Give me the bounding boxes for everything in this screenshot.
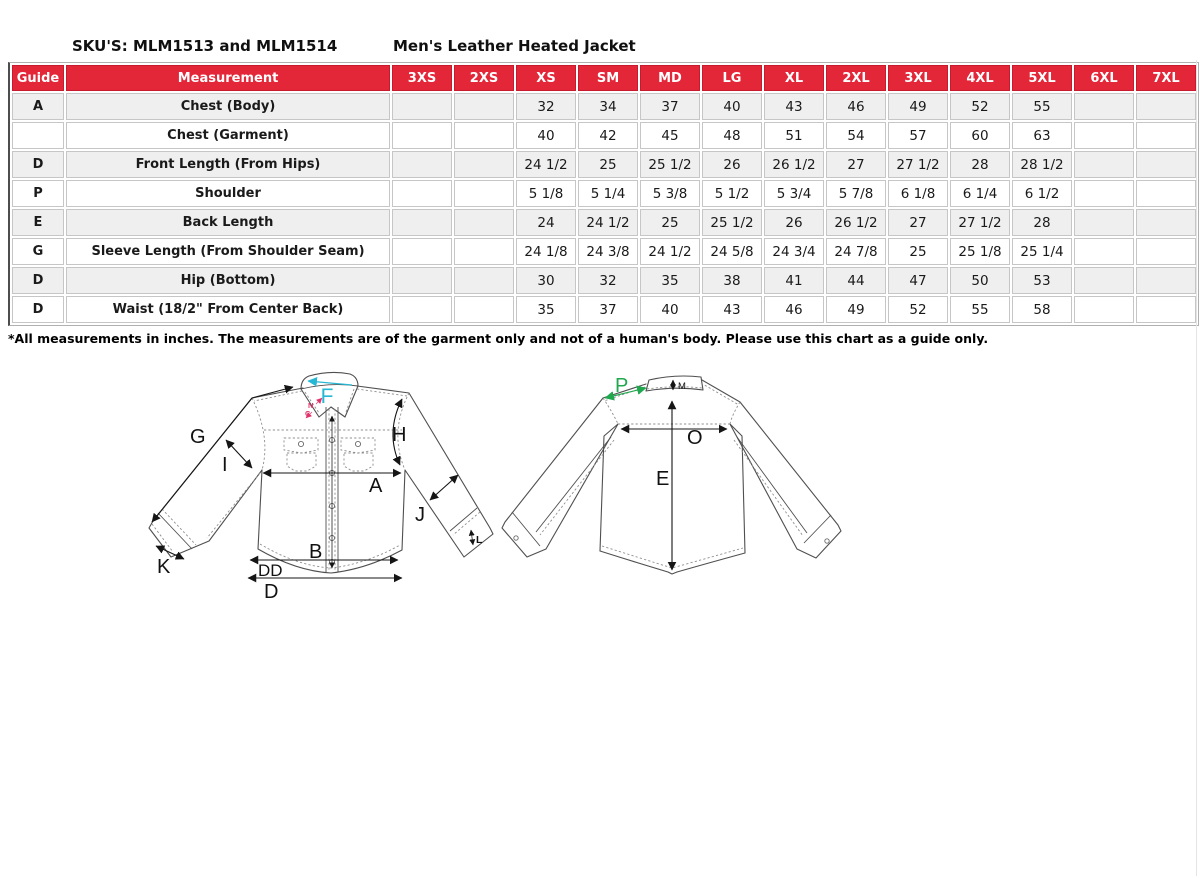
measure-arrow-i bbox=[226, 440, 252, 468]
back-labels bbox=[615, 375, 703, 490]
table-row bbox=[12, 267, 1196, 294]
size-value-cell: 55 bbox=[1012, 93, 1072, 120]
size-value-cell: 26 bbox=[764, 209, 824, 236]
size-value-cell: 28 bbox=[950, 151, 1010, 178]
product-title: Men's Leather Heated Jacket bbox=[393, 37, 636, 55]
size-value-cell bbox=[454, 180, 514, 207]
size-value-cell: 40 bbox=[640, 296, 700, 323]
size-value-cell: 47 bbox=[888, 267, 948, 294]
column-header-xl: XL bbox=[764, 65, 824, 91]
size-value-cell: 24 7/8 bbox=[826, 238, 886, 265]
size-value-cell bbox=[392, 296, 452, 323]
front-label-n: N bbox=[308, 401, 314, 410]
size-value-cell bbox=[1074, 93, 1134, 120]
size-value-cell: 25 1/2 bbox=[702, 209, 762, 236]
size-value-cell: 35 bbox=[640, 267, 700, 294]
size-value-cell: 32 bbox=[516, 93, 576, 120]
back-label-e: E bbox=[656, 468, 670, 490]
measurement-cell: Waist (18/2" From Center Back) bbox=[66, 296, 390, 323]
size-value-cell: 24 1/2 bbox=[578, 209, 638, 236]
column-header-4xl: 4XL bbox=[950, 65, 1010, 91]
size-value-cell: 43 bbox=[764, 93, 824, 120]
size-value-cell: 41 bbox=[764, 267, 824, 294]
size-value-cell bbox=[1136, 267, 1196, 294]
table-row bbox=[12, 209, 1196, 236]
measurement-cell: Sleeve Length (From Shoulder Seam) bbox=[66, 238, 390, 265]
front-label-a: A bbox=[369, 475, 383, 497]
size-value-cell: 25 bbox=[888, 238, 948, 265]
size-value-cell: 57 bbox=[888, 122, 948, 149]
size-value-cell bbox=[392, 180, 452, 207]
jacket-measurement-diagram bbox=[140, 360, 900, 635]
table-row bbox=[12, 238, 1196, 265]
title-bar bbox=[0, 37, 1200, 57]
table-row bbox=[12, 180, 1196, 207]
size-value-cell: 24 3/8 bbox=[578, 238, 638, 265]
column-header-md: MD bbox=[640, 65, 700, 91]
size-value-cell: 26 bbox=[702, 151, 762, 178]
front-label-c: C bbox=[305, 409, 311, 418]
size-value-cell bbox=[454, 209, 514, 236]
size-value-cell bbox=[392, 93, 452, 120]
column-header-5xl: 5XL bbox=[1012, 65, 1072, 91]
column-header-measurement: Measurement bbox=[66, 65, 390, 91]
front-label-b: B bbox=[309, 541, 323, 563]
column-header-xs: XS bbox=[516, 65, 576, 91]
guide-cell: A bbox=[12, 93, 64, 120]
size-value-cell bbox=[392, 122, 452, 149]
size-value-cell: 52 bbox=[950, 93, 1010, 120]
column-header-lg: LG bbox=[702, 65, 762, 91]
back-label-o: O bbox=[687, 427, 703, 449]
size-value-cell: 35 bbox=[516, 296, 576, 323]
front-labels bbox=[157, 385, 483, 603]
size-value-cell: 27 1/2 bbox=[888, 151, 948, 178]
front-label-g: G bbox=[190, 426, 206, 448]
measurement-cell: Front Length (From Hips) bbox=[66, 151, 390, 178]
size-value-cell: 63 bbox=[1012, 122, 1072, 149]
size-value-cell: 25 1/2 bbox=[640, 151, 700, 178]
size-value-cell bbox=[392, 267, 452, 294]
size-value-cell: 28 1/2 bbox=[1012, 151, 1072, 178]
page-right-edge-line bbox=[1196, 60, 1197, 876]
size-value-cell: 6 1/4 bbox=[950, 180, 1010, 207]
size-value-cell: 60 bbox=[950, 122, 1010, 149]
size-value-cell: 53 bbox=[1012, 267, 1072, 294]
size-value-cell: 43 bbox=[702, 296, 762, 323]
size-value-cell: 5 3/4 bbox=[764, 180, 824, 207]
table-row bbox=[12, 151, 1196, 178]
sku-title: SKU'S: MLM1513 and MLM1514 bbox=[72, 37, 338, 55]
size-value-cell: 5 7/8 bbox=[826, 180, 886, 207]
size-value-cell: 46 bbox=[826, 93, 886, 120]
size-value-cell: 25 1/8 bbox=[950, 238, 1010, 265]
measure-arrow-j bbox=[430, 475, 458, 500]
front-buttons bbox=[298, 437, 360, 564]
table-row bbox=[12, 122, 1196, 149]
size-value-cell: 37 bbox=[640, 93, 700, 120]
size-chart-table bbox=[8, 62, 1199, 326]
size-value-cell: 27 bbox=[826, 151, 886, 178]
size-value-cell: 51 bbox=[764, 122, 824, 149]
size-value-cell: 38 bbox=[702, 267, 762, 294]
size-value-cell: 6 1/2 bbox=[1012, 180, 1072, 207]
size-value-cell: 46 bbox=[764, 296, 824, 323]
size-value-cell bbox=[454, 238, 514, 265]
header-row bbox=[12, 65, 1196, 91]
front-jacket-drawing bbox=[149, 372, 493, 603]
size-value-cell: 55 bbox=[950, 296, 1010, 323]
size-value-cell bbox=[1136, 296, 1196, 323]
size-value-cell bbox=[1136, 122, 1196, 149]
size-value-cell: 24 bbox=[516, 209, 576, 236]
size-value-cell: 5 1/4 bbox=[578, 180, 638, 207]
size-value-cell: 25 bbox=[578, 151, 638, 178]
guide-cell: G bbox=[12, 238, 64, 265]
measurement-cell: Chest (Garment) bbox=[66, 122, 390, 149]
size-value-cell: 27 bbox=[888, 209, 948, 236]
size-value-cell bbox=[1074, 122, 1134, 149]
column-header-2xs: 2XS bbox=[454, 65, 514, 91]
guide-cell: D bbox=[12, 151, 64, 178]
front-label-d: D bbox=[264, 581, 279, 603]
size-value-cell bbox=[454, 151, 514, 178]
size-value-cell: 40 bbox=[516, 122, 576, 149]
measurement-cell: Hip (Bottom) bbox=[66, 267, 390, 294]
front-label-k: K bbox=[157, 556, 171, 578]
front-label-h: H bbox=[392, 424, 407, 446]
size-value-cell: 52 bbox=[888, 296, 948, 323]
size-value-cell: 24 3/4 bbox=[764, 238, 824, 265]
column-header-6xl: 6XL bbox=[1074, 65, 1134, 91]
size-value-cell bbox=[454, 93, 514, 120]
size-value-cell: 25 bbox=[640, 209, 700, 236]
size-value-cell: 34 bbox=[578, 93, 638, 120]
size-value-cell: 32 bbox=[578, 267, 638, 294]
guide-cell: D bbox=[12, 267, 64, 294]
column-header-sm: SM bbox=[578, 65, 638, 91]
size-value-cell: 40 bbox=[702, 93, 762, 120]
size-value-cell bbox=[1136, 238, 1196, 265]
column-header-2xl: 2XL bbox=[826, 65, 886, 91]
size-value-cell bbox=[1074, 296, 1134, 323]
measurement-cell: Chest (Body) bbox=[66, 93, 390, 120]
size-value-cell: 50 bbox=[950, 267, 1010, 294]
guide-cell: D bbox=[12, 296, 64, 323]
table-row bbox=[12, 296, 1196, 323]
size-value-cell: 26 1/2 bbox=[764, 151, 824, 178]
size-value-cell: 27 1/2 bbox=[950, 209, 1010, 236]
size-value-cell bbox=[1074, 267, 1134, 294]
measure-arrow-l bbox=[471, 530, 473, 545]
size-value-cell bbox=[1136, 180, 1196, 207]
front-label-f: F bbox=[320, 385, 334, 408]
measurement-cell: Back Length bbox=[66, 209, 390, 236]
column-header-7xl: 7XL bbox=[1136, 65, 1196, 91]
size-value-cell: 48 bbox=[702, 122, 762, 149]
size-value-cell: 5 3/8 bbox=[640, 180, 700, 207]
size-value-cell bbox=[1136, 209, 1196, 236]
back-label-m: M bbox=[678, 381, 686, 392]
table-body bbox=[12, 93, 1196, 323]
front-label-j: J bbox=[415, 504, 425, 526]
size-value-cell: 44 bbox=[826, 267, 886, 294]
size-value-cell: 25 1/4 bbox=[1012, 238, 1072, 265]
guide-cell: P bbox=[12, 180, 64, 207]
size-value-cell: 54 bbox=[826, 122, 886, 149]
footnote: *All measurements in inches. The measurements are of the garment only and not of a human's body. Please use this chart as a guide only. bbox=[8, 331, 989, 346]
size-value-cell bbox=[1074, 180, 1134, 207]
size-value-cell bbox=[392, 209, 452, 236]
size-value-cell: 30 bbox=[516, 267, 576, 294]
size-value-cell: 24 5/8 bbox=[702, 238, 762, 265]
size-value-cell bbox=[1074, 209, 1134, 236]
size-value-cell: 49 bbox=[826, 296, 886, 323]
size-value-cell: 45 bbox=[640, 122, 700, 149]
size-value-cell bbox=[454, 296, 514, 323]
guide-cell: E bbox=[12, 209, 64, 236]
size-value-cell bbox=[454, 267, 514, 294]
measurement-cell: Shoulder bbox=[66, 180, 390, 207]
column-header-3xl: 3XL bbox=[888, 65, 948, 91]
size-value-cell: 24 1/2 bbox=[516, 151, 576, 178]
size-value-cell: 58 bbox=[1012, 296, 1072, 323]
size-value-cell: 24 1/2 bbox=[640, 238, 700, 265]
size-value-cell bbox=[1136, 151, 1196, 178]
size-value-cell bbox=[1136, 93, 1196, 120]
guide-cell bbox=[12, 122, 64, 149]
back-jacket-drawing bbox=[502, 375, 841, 574]
size-value-cell bbox=[1074, 238, 1134, 265]
size-value-cell: 5 1/8 bbox=[516, 180, 576, 207]
size-value-cell bbox=[454, 122, 514, 149]
front-label-i: I bbox=[222, 454, 228, 476]
front-label-l: L bbox=[476, 534, 483, 546]
column-header-3xs: 3XS bbox=[392, 65, 452, 91]
table-row bbox=[12, 93, 1196, 120]
size-value-cell: 6 1/8 bbox=[888, 180, 948, 207]
size-value-cell: 26 1/2 bbox=[826, 209, 886, 236]
size-value-cell: 37 bbox=[578, 296, 638, 323]
size-value-cell bbox=[1074, 151, 1134, 178]
column-header-guide: Guide bbox=[12, 65, 64, 91]
size-value-cell: 49 bbox=[888, 93, 948, 120]
size-value-cell: 42 bbox=[578, 122, 638, 149]
size-value-cell bbox=[392, 238, 452, 265]
size-value-cell bbox=[392, 151, 452, 178]
back-label-p: P bbox=[615, 375, 629, 397]
size-value-cell: 28 bbox=[1012, 209, 1072, 236]
size-value-cell: 24 1/8 bbox=[516, 238, 576, 265]
measure-arrow-g-top bbox=[252, 387, 293, 398]
front-label-dd: DD bbox=[258, 561, 283, 580]
size-value-cell: 5 1/2 bbox=[702, 180, 762, 207]
